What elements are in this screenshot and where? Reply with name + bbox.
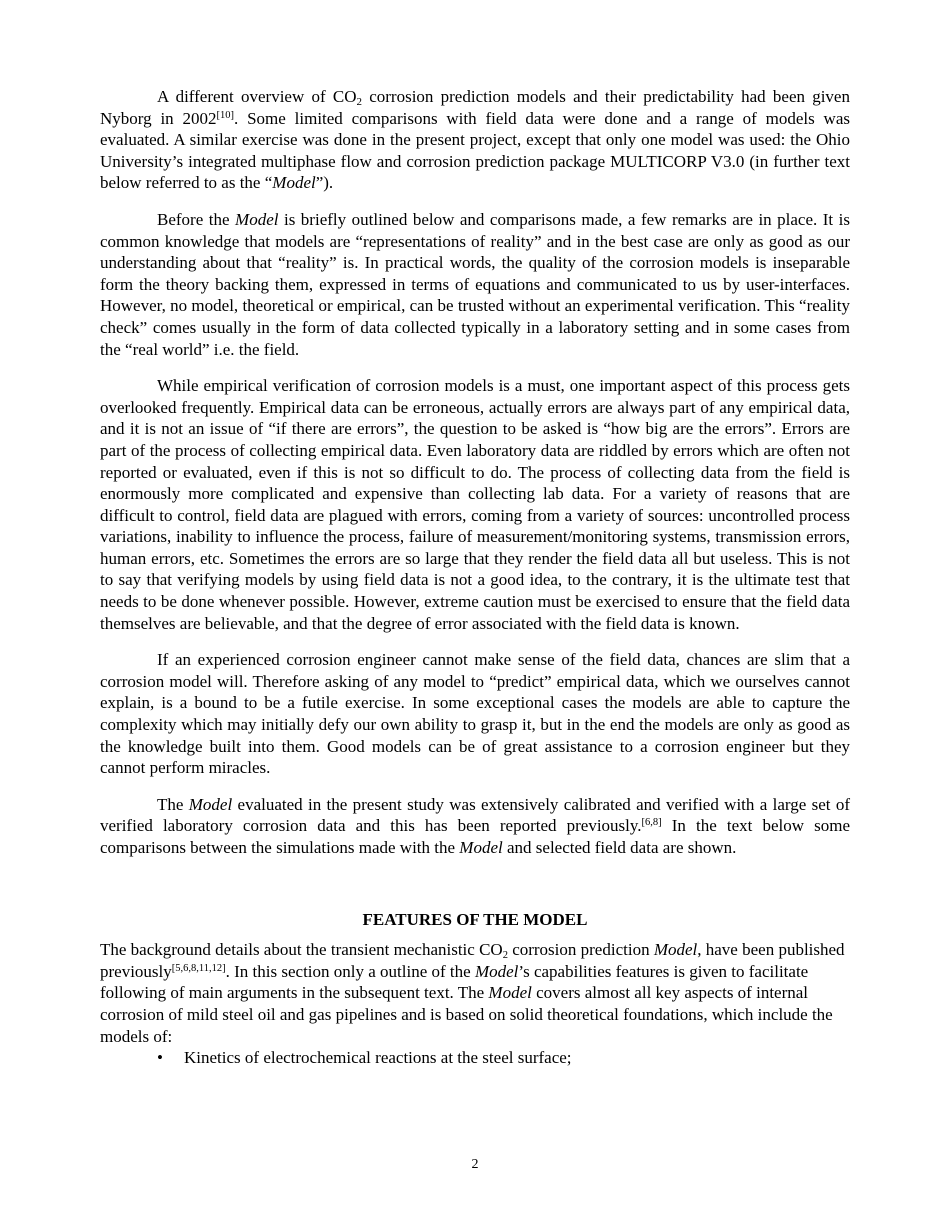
text-run: In the text below some comparisons between the simulations made with the [100, 816, 850, 857]
co2-subscript: 2 [356, 96, 362, 108]
paragraph-model-evaluation [100, 794, 850, 859]
co2-subscript: 2 [502, 950, 508, 962]
text-run: . In this section only a outline of the [225, 961, 475, 981]
text-run: ’s capabilities features is given to facilitate following of main arguments in the subsequent text. The [100, 961, 809, 1003]
bullet-list [100, 1047, 850, 1069]
model-italic: Model [459, 838, 503, 857]
text-run: A different overview of CO [157, 87, 357, 106]
paragraph-empirical-verification: While empirical verification of corrosion models is a must, one important aspect of this process gets overlooked frequently. Empirical data can be erroneous, actually errors are always part of any empirical data, and it is not an issue of “if there are errors”, the question to be asked is “how big are the errors”. Errors are part of the process of collecting empirical data. Even laboratory data are riddled by errors which are often not reported or evaluated, even if this is not so difficult to do. The process of collecting data from the field is enormously more complicated and expensive than collecting lab data. For a variety of reasons that are difficult to control, field data are plagued with errors, coming from a variety of sources: uncontrolled process variations, inability to influence the process, failure of measurement/monitoring systems, transmission errors, human errors, etc. Sometimes the errors are so large that they render the field data all but useless. This is not to say that verifying models by using field data is not a good idea, to the contrary, it is the ultimate test that needs to be done whenever possible. However, extreme caution must be exercised to ensure that the field data themselves are believable, and that the degree of error associated with the field data is known. [100, 376, 850, 633]
text-run: corrosion prediction [507, 940, 654, 960]
text-run: The [157, 794, 189, 814]
section-heading: FEATURES OF THE MODEL [362, 909, 588, 929]
text-run: . Some limited comparisons with field data were done and a range of models was evaluated. A similar exercise was done in the present project, except that only one model was used: the Ohio University’s integrated multiphase flow and corrosion prediction package MULTICORP V3.0 (in further text below referred to as the “ [100, 108, 850, 193]
model-italic: Model [235, 209, 279, 229]
paragraph-field-data: If an experienced corrosion engineer cannot make sense of the field data, chances are slim that a corrosion model will. Therefore asking of any model to “predict” empirical data, which we ourselves cannot explain, is a bound to be a futile exercise. In some exceptional cases the models are able to capture the complexity which may initially defy our own ability to grasp it, but in the end the models are only as good as the knowledge built into them. Good models can be of great assistance to a corrosion engineer but they cannot perform miracles. [100, 650, 850, 778]
list-item [100, 1047, 850, 1069]
model-italic: Model [188, 794, 233, 814]
text-run: The background details about the transient mechanistic CO [100, 940, 503, 960]
text-run: , have been published previously [100, 940, 845, 981]
model-italic: Model [474, 961, 519, 981]
model-italic: Model [272, 173, 316, 193]
text-run: is briefly outlined below and comparisons made, a few remarks are in place. It is common knowledge that models are “representations of reality” and in the best case are only as good as our understanding about that “reality” is. In practical words, the quality of the corrosion models is inseparable form the theory backing them, expressed in terms of equations and communicated to us by user-interfaces. However, no model, theoretical or empirical, can be trusted without an experimental verification. This “reality check” comes usually in the form of data collected typically in a laboratory setting and in some cases from the “real world” i.e. the field. [100, 209, 850, 359]
model-italic: Model [488, 983, 532, 1003]
text-run: and selected field data are shown. [502, 838, 737, 857]
citation-ref: [6,8] [641, 817, 662, 829]
page-body [100, 86, 850, 1069]
citation-ref: [5,6,8,11,12] [171, 962, 226, 974]
paragraph-features [100, 939, 850, 1047]
text-run: ”). [315, 173, 334, 193]
citation-ref: [10] [216, 109, 235, 121]
text-run: corrosion prediction models and their predictability had been given Nyborg in 2002 [100, 87, 850, 128]
list-item-text: Kinetics of electrochemical reactions at the steel surface; [184, 1048, 572, 1068]
text-run: evaluated in the present study was extensively calibrated and verified with a large set of verified laboratory corrosion data and this has been reported previously. [100, 794, 850, 836]
text-run: Before the [157, 209, 236, 229]
paragraph-overview [100, 86, 850, 194]
paragraph-remarks [100, 209, 850, 360]
bullet-icon: • [157, 1048, 163, 1068]
page-number: 2 [471, 1157, 479, 1172]
text-run: covers almost all key aspects of internal corrosion of mild steel oil and gas pipelines and is based on solid theoretical foundations, which include the models of: [100, 983, 833, 1046]
model-italic: Model [653, 940, 698, 960]
